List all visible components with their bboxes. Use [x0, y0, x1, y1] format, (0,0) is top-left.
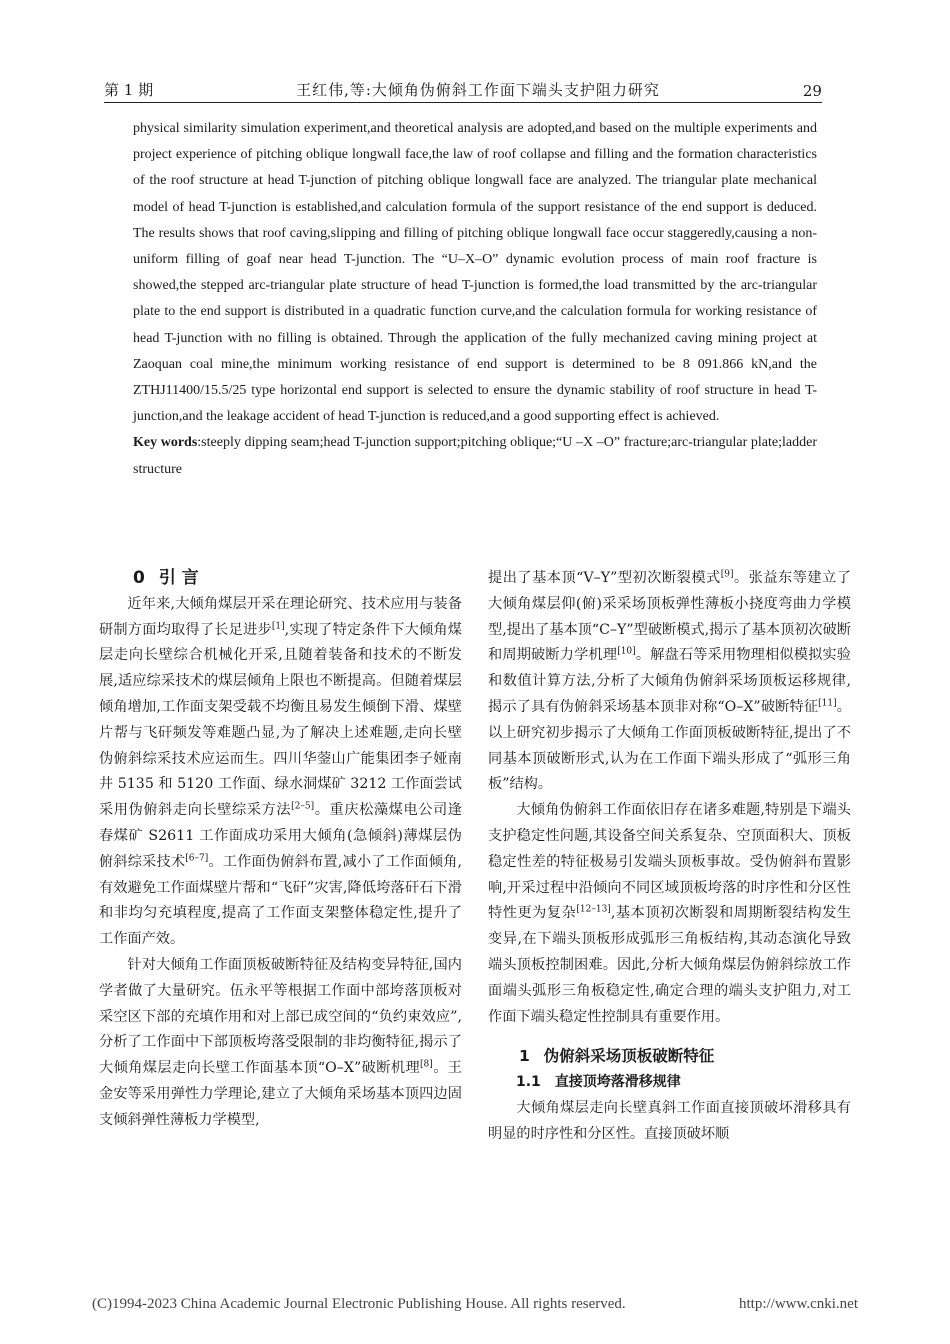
abstract-text: physical similarity simulation experiment,and theoretical analysis are adopted,and based on the multiple experiments and project experience of pitching oblique longwall face,the law of roof collapse and filling and the formation characteristics of the roof structure at head T-junction of pitching oblique longwall face are analyzed. The triangular plate mechanical model of head T-junction is established,and calculation formula of the support resistance of the end support is deduced. The results shows that roof caving,slipping and filling of pitching oblique longwall face occur staggeredly,causing a non-uniform filling of goaf near head T-junction. The “U–X–O” dynamic evolution process of main roof fracture is showed,the stepped arc-triangular plate structure of head T-junction is formed,the load transmitted by the arc-triangular plate to the end support is distributed in a quadratic function curve,and the calculation formula for working resistance of head T-junction with no filling is obtained. Through the application of the fully mechanized caving mining project at Zaoquan coal mine,the minimum working resistance of end support is determined to be 8 091.866 kN,and the ZTHJ11400/15.5/25 type horizontal end support is selected to ensure the dynamic stability of roof structure in head T-junction,and the leakage accident of head T-junction is reduced,and a good supporting effect is achieved.: [133, 121, 817, 425]
right-column: [488, 566, 851, 1148]
section-heading-1: [488, 1044, 851, 1070]
citation[interactable]: [11]: [818, 698, 837, 709]
citation[interactable]: [9]: [720, 569, 734, 580]
cnki-link[interactable]: http://www.cnki.net: [738, 1296, 858, 1312]
intro-paragraph-1: 近年来,大倾角煤层开采在理论研究、技术应用与装备研制方面均取得了长足进步[1],实现了特定条件下大倾角煤层走向长壁综合机械化开采,且随着装备和技术的不断发展,适应综采技术的煤层倾角上限也不断提高。但随着煤层倾角增加,工作面支架受载不均衡且易发生倾倒下滑、煤壁片帮与飞矸频发等难题凸显,为了解决上述难题,走向长壁伪俯斜综采技术应运而生。四川华蓥山广能集团李子娅南井 5135 和 5120 工作面、绿水洞煤矿 3212 工作面尝试采用伪俯斜走向长壁综采方法[2–5]。重庆松藻煤电公司逢春煤矿 S2611 工作面成功采用大倾角(急倾斜)薄煤层伪俯斜综采技术[6–7]。工作面伪俯斜布置,减小了工作面倾角,有效避免工作面煤壁片帮和“飞矸”灾害,降低垮落矸石下滑和非均匀充填程度,提高了工作面支架整体稳定性,提升了工作面产效。: [99, 595, 462, 948]
issue-number: 第 1 期: [104, 81, 154, 99]
copyright-notice: (C)1994-2023 China Academic Journal Electronic Publishing House. All rights reserved.: [92, 1296, 626, 1312]
citation[interactable]: [6–7]: [185, 853, 209, 864]
page-header: [104, 70, 822, 104]
citation[interactable]: [1]: [271, 620, 285, 631]
citation[interactable]: [12–13]: [576, 904, 611, 915]
running-title: 王红伟,等:大倾角伪俯斜工作面下端头支护阻力研究: [296, 81, 660, 99]
keywords-label: Key words: [133, 435, 198, 451]
abstract: [133, 116, 817, 483]
page-number: 29: [802, 82, 822, 100]
subsection-heading-1-1: [488, 1070, 851, 1096]
p2-cont-text: 提出了基本顶“V–Y”型初次断裂模式: [488, 570, 721, 586]
keywords-text: :steeply dipping seam;head T-junction support;pitching oblique;“U –X –O” fracture;arc-triangular plate;ladder structure: [133, 435, 817, 477]
intro-paragraph-3: 大倾角伪俯斜工作面依旧存在诸多难题,特别是下端头支护稳定性问题,其设备空间关系复杂、空顶面积大、顶板稳定性差的特征极易引发端头顶板事故。受伪俯斜布置影响,开采过程中沿倾向不同区域顶板垮落的时序性和分区性特性更为复杂[12–13],基本顶初次断裂和周期断裂结构发生变异,在下端头顶板形成弧形三角板结构,其动态演化导致端头顶板控制困难。因此,分析大倾角煤层伪俯斜综放工作面端头弧形三角板稳定性,确定合理的端头支护阻力,对工作面下端头稳定性控制具有重要作用。: [488, 802, 851, 1025]
citation[interactable]: [10]: [617, 646, 636, 657]
section-number: 0: [133, 568, 145, 588]
section-title: 引 言: [158, 568, 199, 588]
keywords: [133, 430, 817, 482]
intro-paragraph-2-part-b: 。王金安等采用弹性力学理论,建立了大倾角采场基本顶四边固支倾斜弹性薄板力学模型,: [99, 1060, 462, 1128]
header-rule: [104, 102, 822, 103]
section-title: 伪俯斜采场顶板破断特征: [543, 1047, 715, 1066]
section-number: 1: [519, 1047, 530, 1066]
citation[interactable]: [2–5]: [291, 801, 315, 812]
intro-paragraph-2-continued: 提出了基本顶“V–Y”型初次断裂模式[9]。张益东等建立了大倾角煤层仰(俯)采采场顶板弹性薄板小挠度弯曲力学模型,提出了基本顶“C–Y”型破断模式,揭示了基本顶初次破断和周期破断力学机理[10]。解盘石等采用物理相似模拟实验和数值计算方法,分析了大倾角伪俯斜采场顶板运移规律,揭示了具有伪俯斜采场基本顶非对称“O–X”破断特征[11]。以上研究初步揭示了大倾角工作面顶板破断特征,提出了不同基本顶破断形式,认为在工作面下端头形成了“弧形三角板”结构。: [488, 569, 851, 793]
section-heading-0: [99, 566, 462, 592]
subsection-title: 直接顶垮落滑移规律: [554, 1074, 681, 1091]
section1-paragraph-1: 大倾角煤层走向长壁真斜工作面直接顶破坏滑移具有明显的时序性和分区性。直接顶破坏顺: [488, 1099, 851, 1142]
page-footer: [92, 1296, 858, 1313]
citation[interactable]: [8]: [420, 1059, 433, 1070]
left-column: [99, 566, 462, 1134]
subsection-number: 1.1: [516, 1074, 541, 1091]
intro-paragraph-2: 针对大倾角工作面顶板破断特征及结构变异特征,国内学者做了大量研究。伍永平等根据工作面中部垮落顶板对采空区下部的充填作用和对上部已成空间的“负约束效应”,分析了工作面中下部顶板垮落受限制的非均衡特征,揭示了大倾角煤层走向长壁工作面基本顶“O–X”破断机理[8]。王金安等采用弹性力学理论,建立了大倾角采场基本顶四边固支倾斜弹性薄板力学模型,: [99, 956, 462, 1128]
